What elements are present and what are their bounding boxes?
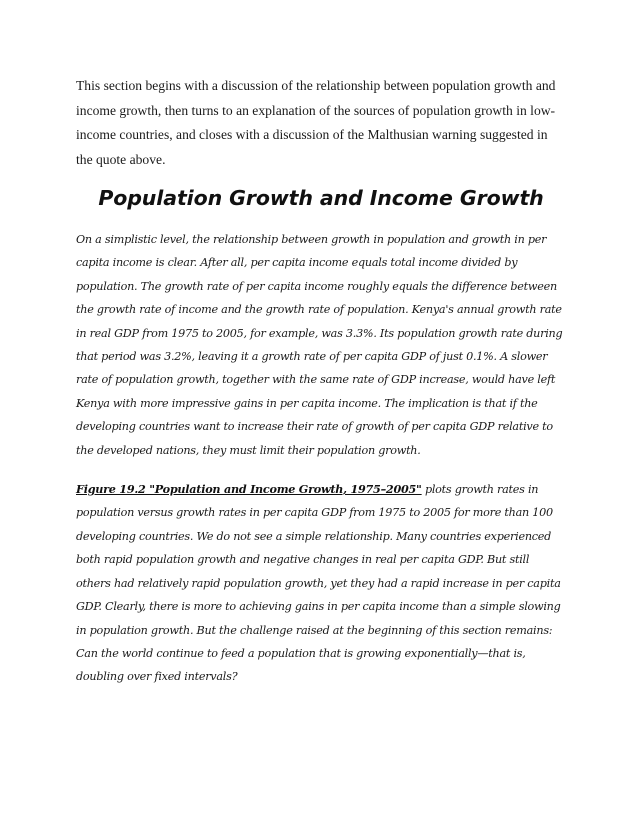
section-heading: Population Growth and Income Growth — [98, 186, 544, 210]
intro-paragraph: This section begins with a discussion of the relationship between population growth and income growth, then turns to an explanation of the sources of population growth in low-income countries, and closes with a discussion of the Malthusian warning suggested in the quote above. — [76, 78, 556, 167]
body-paragraph-1: On a simplistic level, the relationship between growth in population and growth in per capita income is clear. After all, per capita income equals total income divided by population. The growth rate of per capita income roughly equals the difference between the growth rate of income and the growth rate of population. Kenya's annual growth rate in real GDP from 1975 to 2005, for example, was 3.3%. Its population growth rate during that period was 3.2%, leaving it a growth rate of per capita GDP of just 0.1%. A slower rate of population growth, together with the same rate of GDP increase, would have left Kenya with more impressive gains in per capita income. The implication is that if the developing countries want to increase their rate of growth of per capita GDP relative to the developed nations, they must limit their population growth. — [76, 233, 563, 457]
body-paragraph-2 — [76, 478, 566, 689]
figure-19-2-link[interactable]: Figure 19.2 "Population and Income Growth, 1975–2005" — [76, 482, 422, 497]
body-paragraph-2-text: plots growth rates in population versus growth rates in per capita GDP from 1975 to 2005 for more than 100 developing countries. We do not see a simple relationship. Many countries experienced both rapid population growth and negative changes in real per capita GDP. But still others had relatively rapid population growth, yet they had a rapid increase in per capita GDP. Clearly, there is more to achieving gains in per capita income than a simple slowing in population growth. But the challenge raised at the beginning of this section remains: Can the world continue to feed a population that is growing exponentially—that is, doubling over fixed intervals? — [76, 483, 561, 684]
document-page — [76, 74, 566, 689]
